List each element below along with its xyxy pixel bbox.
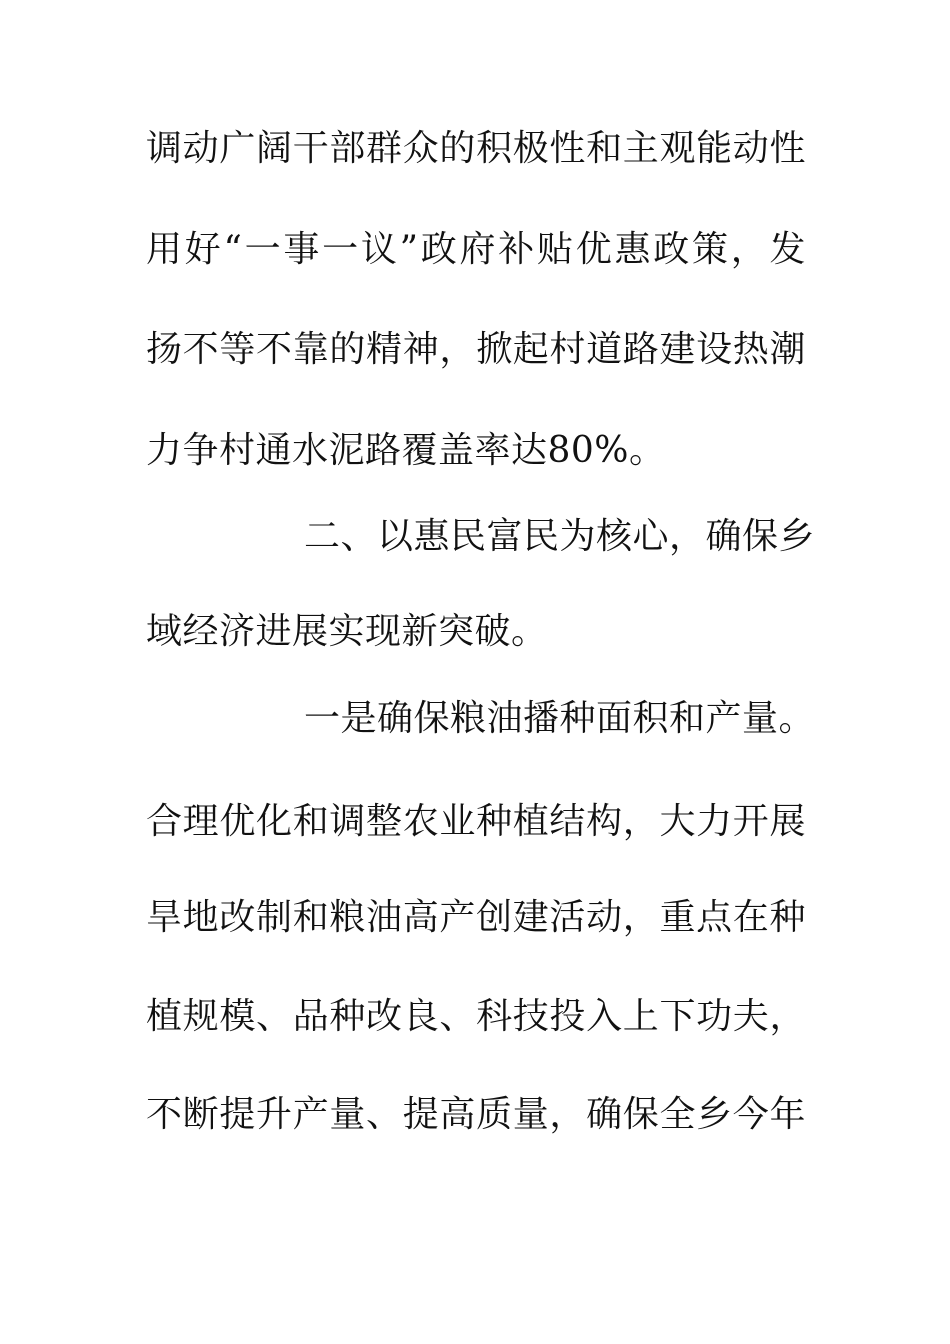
body-text-line: 不断提升产量、提高质量，确保全乡今年 — [146, 1094, 806, 1135]
section-heading-line: 域经济进展实现新突破。 — [146, 611, 548, 652]
body-text-line: 用好“一事一议”政府补贴优惠政策，发 — [146, 229, 806, 270]
body-text-line: 力争村通水泥路覆盖率达80%。 — [146, 430, 666, 471]
body-text-line: 调动广阔干部群众的积极性和主观能动性 — [146, 128, 806, 169]
body-text-line: 旱地改制和粮油高产创建活动，重点在种 — [146, 897, 806, 938]
subheading-line: 一是确保粮油播种面积和产量。 — [304, 698, 816, 739]
body-text-line: 合理优化和调整农业种植结构，大力开展 — [146, 801, 806, 842]
section-heading-line: 二、以惠民富民为核心，确保乡 — [304, 516, 816, 557]
body-text-line: 扬不等不靠的精神，掀起村道路建设热潮 — [146, 329, 806, 370]
body-text-line: 植规模、品种改良、科技投入上下功夫， — [146, 996, 806, 1037]
